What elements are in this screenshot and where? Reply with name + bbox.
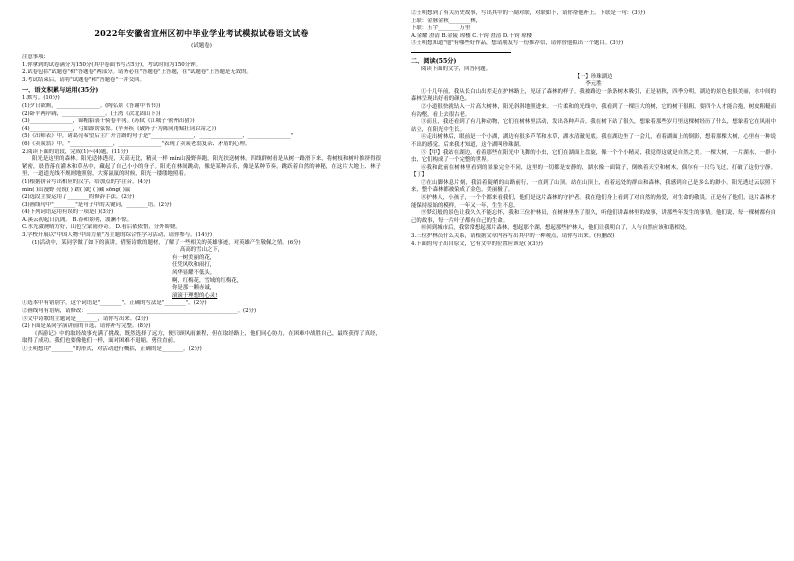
question-line: mǐn( )山漫野 亮锐( ) 蹉( )跎 ( )藏 sōng( )鼠 — [22, 186, 131, 193]
poem-line: 有一树美丽的花， — [172, 254, 216, 261]
question-line: ③王明想知道"他"有哪些好作品，想请朋友写一份推荐信，请你替他拟出一个题目。(3分) — [411, 40, 624, 47]
note-item: 1.你拿到的试卷满分为150分(其中卷面书写占5分)，考试时间为150分钟。 — [22, 61, 201, 68]
question-line: (1)活动中，某同学做了如下的演讲，借鉴诗歌的题材，了解了一些相关的英雄事迹，对英雄产生敬佩之情。(6分) — [32, 239, 301, 246]
poem-line: 风华显耀不低头。 — [172, 270, 216, 277]
question-line: (4)下列词语运用有误的一项是( )(3分) — [22, 209, 114, 216]
reading-intro: 阅读下面的文字，回答问题。 — [421, 65, 492, 72]
article-paragraph: ⑥我和此前在树林里看到的景象完全不同，这里的一切都是安静的，湖水像一面镜子，倒映着天空和树木，偶尔有一只鸟飞过，打破了这份宁静。【丁】 — [411, 164, 776, 179]
right-column — [397, 0, 794, 561]
question-line: ③文中诗歌的主题词是________，请你写出来。(2分) — [22, 315, 149, 322]
article-paragraph: ⑨梦幻般的景色让我久久不能忘怀，我和三位护林员，在树林里坐了很久，听他们讲森林里的故事，讲那些年发生的事情。他们说，每一棵树都有自己的故事，每一片叶子都有自己的生命。 — [411, 210, 776, 224]
notes-heading: 注意事项: — [22, 54, 46, 60]
question-line: (2)卧平两岸阔，________________。(王湾《次北固山下》) — [22, 110, 161, 117]
article-paragraph: ①十几年前，我从长白山出差走在护林路上，见证了森林的样子。我被路边一条条树木吸引，正是初秋，四季分明，湖边的景色也很美丽，水中间的森林呈现出好看的颜色。 — [411, 88, 776, 103]
question-line: (2)选段主要运用了________的修辞手法。(2分) — [22, 194, 135, 201]
question-line: 上联：金脉金秋________林， — [411, 17, 482, 24]
question-line: (3)________________，锦帽貂裘千骑卷平冈。(苏轼《江城子·密州出猎》) — [22, 118, 195, 125]
question-line: (4)________________，弓如霹雳弦惊。(辛弃疾《破阵子·为陈同甫赋壮词以寄之》) — [22, 125, 217, 132]
option-line: A.溪云初起日沉阁。 B.春和景明，波澜不惊。 — [22, 216, 133, 223]
question-line: (3)画线句中"________"是句子中的关键词，________语。(2分) — [22, 201, 172, 208]
article-paragraph: ④走出树林后，眼前是一个小湖，湖边有很多芦苇和水草，湖水清澈见底。我在湖边坐了一会儿，看着湖面上的倒影，想着那棵大树，心里有一种说不出的感觉。后来我才知道，这个湖叫珍珠湖。 — [411, 134, 776, 148]
article-paragraph: ⑦在山脚休息片刻，我沿着陡峭的山路前行，一直到了山顶。站在山顶上，看着远处的群山和森林，我感到自己是多么的渺小。阳光透过云层照下来，整个森林都被染成了金色，美丽极了。 — [411, 179, 776, 194]
article-paragraph: ②小道很快就钻入一片高大树林，阳光斜斜地照进来。一片柔和的光线中，我看到了一棵巨大的树，它的树干很粗，要四个人才能合抱，树皮粗糙而有沟壑，看上去很古老。 — [411, 103, 776, 118]
question-line: 3.三位护林员什么关系，请根据文章内容写出其中的一种观点，请你写出来。(有删改) — [411, 233, 615, 240]
question-line: (1)夕日欲颓，________________。(陶弘景《答谢中书书》) — [22, 102, 161, 109]
question-line: ②画线句有语病，请修改：________________________________________________________。(2分) — [22, 308, 257, 314]
option-line: C.水光潋滟晴方好，山色空蒙雨亦奇。 D.看后依依惜，分外娇娆。 — [22, 224, 181, 231]
note-item: 3.考试结束后，请将"试题卷"和"答题卷"一并交回。 — [22, 76, 145, 83]
poem-line: 任凭风吹和雨打， — [172, 262, 216, 269]
question-line: ①王明想用"________"的形式，对活动进行概括，正确的是________。(2分) — [22, 345, 202, 352]
poem-line: 滚滚于理想的心灵! — [172, 292, 218, 299]
reading-passage: 阳光是这里的森林。阳光适体透亮，天高无比，精灵一样 mǐn山漫野奔跑，阳光扶送树林，四线群树看是从树一路滑下来，将树枝和树叶推挤得很紧密，晨昏落在灌木和草丛中，藏起了自己小小的身子。阳光在林间跳动，像是某种音乐，像是某种节奏，跳跃着自然的神秘，在这片大地上、林子里，一道道光线不规则地照射，大雾氤氲的时候，阳光一缕缕地照着。 — [22, 156, 381, 178]
article-author: 李元胜 — [585, 81, 602, 88]
note-item: 2.试卷包括"试题卷"和"答题卷"两部分。请务必在"答题卷"上答题，在"试题卷"上答题是无效的。 — [22, 69, 252, 76]
poem-line: 你是那一颗赤诚， — [172, 285, 216, 292]
article-paragraph: ③而且，我还看到了有几种动物，它们在树林里活动，发出各种声音。我在树下站了很久，想象着那些岁月里这棵树经历了什么，想象着它在风雨中站立，在阳光中生长。 — [411, 119, 776, 133]
question-line: ①选本中有错别字，这个词语是"________"，正确的写法是"________"。(2分) — [22, 300, 207, 307]
question-line: 《西游记》中的取经故事充满了挑战，既然选择了远方，便只顾风雨兼程，但在取经路上，他们同心协力，在困难中战胜自己，最终获得了真经，取得了成功。我们也要像他们一样，面对困难不退缩，勇往直前。 — [22, 330, 381, 345]
question-line: 4.下面的句子出自原文，它有文中的位置应该是( )(3分) — [411, 240, 543, 247]
question-line: (1)根据拼音写出相应的汉字，给加点的字注音。(4分) — [22, 178, 151, 185]
question: 1.默写。(10分) — [22, 95, 60, 102]
question-line: ②王明想到了有关历史故事，写出其中的一副对联，对联如下，请你帮他补上。下联是一句：(3分) — [411, 10, 646, 16]
exam-subtitle: (试题卷) — [191, 43, 212, 49]
question: 3.学校开展以"中国人物·中国力量"为主题的综合性学习活动，请你参与。(14分) — [22, 232, 212, 239]
question-line: (2)下面是某同学演讲前的节选，请你补写完整。(8分) — [22, 323, 151, 330]
question-line: (5)《出师表》中，诸葛亮希望后主广开言路的句子是"________________，________________，________________" — [22, 133, 294, 140]
article-paragraph: ⑤【甲】我站在湖边，看着那些在阳光中飞舞的小虫，它们在湖面上盘旋，像一个个小精灵，我觉得这就是自然之美。一棵大树，一片湖水，一群小虫，它们构成了一个完整的世界。 — [411, 149, 776, 164]
poem-line: 高高的雪山之下， — [180, 247, 224, 254]
poem-line: 啊，红梅花，雪域的红梅花， — [172, 277, 243, 284]
option-line: A.金耀 澄清 B.金陵 琼楼 C.千钧 澄清 D.千钧 琼楼 — [411, 32, 533, 39]
divider — [411, 52, 511, 53]
article-paragraph: ⑩回到城市后，我常常想起那片森林，想起那个湖，想起那些护林人，他们让我明白了，人与自然应该和谐相处。 — [421, 225, 691, 232]
exam-title: 2022年安徽省宣州区初中毕业学业考试模拟试卷语文试卷 — [94, 28, 309, 38]
question-line: 下联：玉宇________万里 — [411, 25, 471, 32]
section-heading: 一、语文积累与运用(35分) — [22, 87, 99, 95]
question-line: 2.阅读下面的语段，完成(1)~(4)题。(11分) — [22, 148, 129, 155]
section-heading: 二、阅读(55分) — [411, 57, 457, 65]
article-paragraph: ⑧护林人，小孩子，一个个都来看我们，他们是这片森林的守护者。我在他们身上看到了对自然的热爱，对生命的敬畏。正是有了他们，这片森林才能保持原始的模样，一年又一年，生生不息。 — [411, 195, 776, 209]
poem — [22, 247, 381, 300]
question-line: (6)《卖炭翁》中，"________________，________________"表现了卖炭老翁复杂、矛盾的心理。 — [22, 140, 251, 147]
article-title: 【一】珍珠湖边 — [574, 73, 613, 80]
